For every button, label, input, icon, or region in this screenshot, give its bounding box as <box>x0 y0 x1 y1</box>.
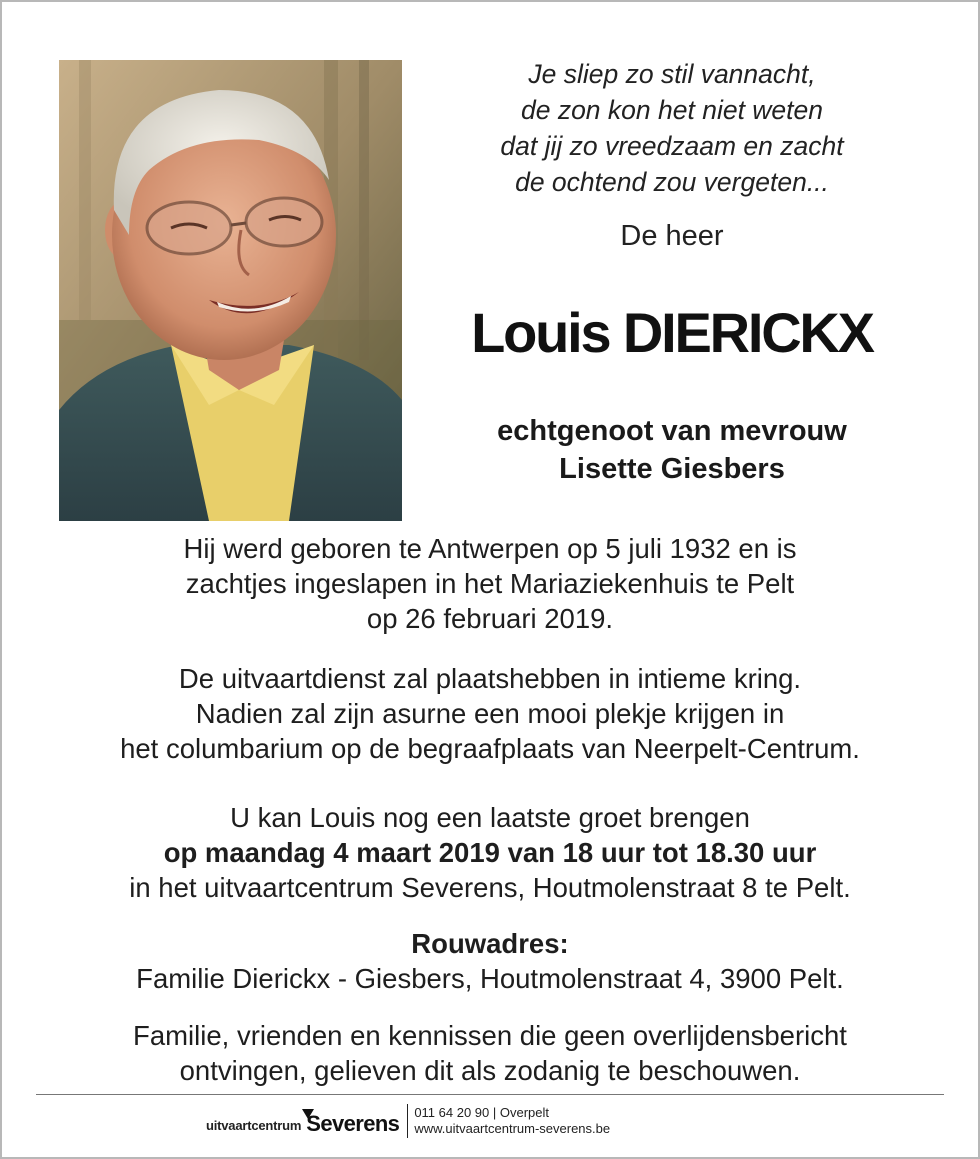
paragraph-line: Familie, vrienden en kennissen die geen overlijdensbericht <box>133 1020 847 1051</box>
funeral-home-footer <box>206 1100 610 1140</box>
paragraph-line: Nadien zal zijn asurne een mooi plekje krijgen in <box>195 698 785 729</box>
paragraph-line: U kan Louis nog een laatste groet brengen <box>230 802 750 833</box>
website-link[interactable]: www.uitvaartcentrum-severens.be <box>414 1121 611 1136</box>
address-heading: Rouwadres: <box>411 928 569 959</box>
phone-line: 011 64 20 90 | Overpelt <box>414 1105 549 1120</box>
paragraph-line: De uitvaartdienst zal plaatshebben in intieme kring. <box>178 663 802 694</box>
paragraph-line: in het uitvaartcentrum Severens, Houtmolenstraat 8 te Pelt. <box>129 872 851 903</box>
spouse-line: echtgenoot van mevrouw <box>497 415 847 447</box>
farewell-paragraph <box>40 800 940 905</box>
paragraph-line: het columbarium op de begraafplaats van Neerpelt-Centrum. <box>120 733 860 764</box>
notice-paragraph <box>40 1018 940 1088</box>
poem-line: Je sliep zo stil vannacht, <box>528 59 816 89</box>
poem-line: dat jij zo vreedzaam en zacht <box>500 131 844 161</box>
portrait-photo <box>59 60 402 521</box>
deceased-name: Louis DIERICKX <box>471 301 873 364</box>
footer-contact <box>414 1105 610 1140</box>
footer-divider <box>36 1094 944 1095</box>
footer-separator <box>407 1104 408 1138</box>
poem-line: de zon kon het niet weten <box>520 95 824 125</box>
paragraph-line: op 26 februari 2019. <box>366 603 614 634</box>
ceremony-paragraph <box>40 661 940 766</box>
birth-death-paragraph <box>40 531 940 636</box>
paragraph-line: ontvingen, gelieven dit als zodanig te beschouwen. <box>179 1055 801 1086</box>
spouse-name: Lisette Giesbers <box>559 453 785 485</box>
poem-line: de ochtend zou vergeten... <box>515 167 829 197</box>
triangle-icon <box>302 1109 314 1119</box>
logo-small-text: uitvaartcentrum <box>206 1118 302 1133</box>
address-line: Familie Dierickx - Giesbers, Houtmolenstraat 4, 3900 Pelt. <box>136 963 844 994</box>
paragraph-line: Hij werd geboren te Antwerpen op 5 juli 1932 en is <box>183 533 797 564</box>
address-paragraph <box>40 926 940 996</box>
logo <box>306 1111 399 1140</box>
poem <box>432 56 912 200</box>
farewell-datetime: op maandag 4 maart 2019 van 18 uur tot 18.30 uur <box>163 837 817 868</box>
honorific-title: De heer <box>620 220 724 252</box>
paragraph-line: zachtjes ingeslapen in het Mariaziekenhuis te Pelt <box>185 568 795 599</box>
logo-big-text: Severens <box>306 1111 400 1136</box>
spouse-info <box>432 412 912 488</box>
